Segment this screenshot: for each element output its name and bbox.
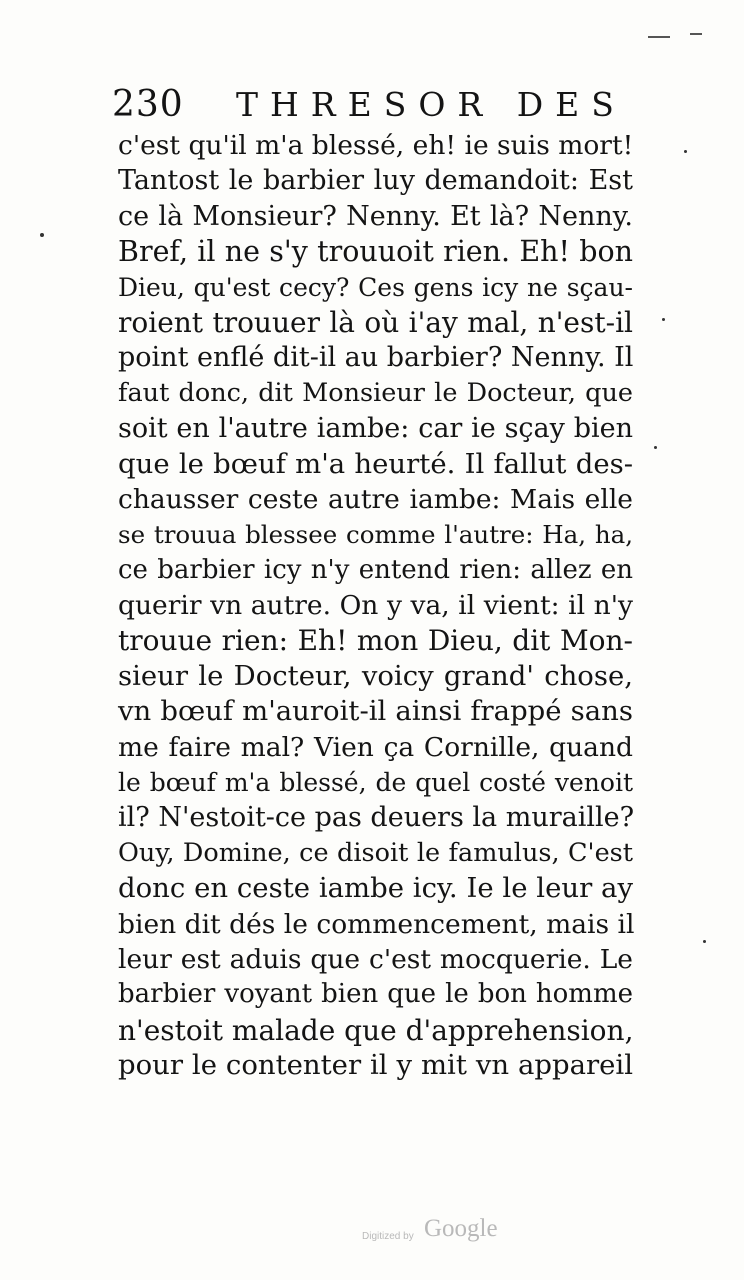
- text-line: Tantost le barbier luy demandoit: Est: [118, 165, 633, 197]
- page-number: 230: [112, 84, 184, 125]
- text-line: chausser ceste autre iambe: Mais elle: [118, 483, 633, 515]
- text-line: c'est qu'il m'a blessé, eh! ie suis mort!: [118, 130, 634, 161]
- text-line: leur est aduis que c'est mocquerie. Le: [118, 943, 633, 975]
- text-line: que le bœuf m'a heurté. Il fallut des-: [118, 447, 633, 480]
- text-line: Dieu, qu'est cecy? Ces gens icy ne sçau-: [118, 272, 633, 302]
- scan-speck: [662, 318, 665, 321]
- text-line: n'estoit malade que d'apprehension,: [118, 1013, 634, 1047]
- text-line: se trouua blessee comme l'autre: Ha, ha,: [118, 520, 633, 550]
- text-line: bien dit dés le commencement, mais il: [118, 908, 635, 940]
- text-line: trouue rien: Eh! mon Dieu, dit Mon-: [118, 624, 633, 658]
- text-line: faut donc, dit Monsieur le Docteur, que: [118, 377, 633, 408]
- google-logo: Google: [424, 1215, 498, 1242]
- page-header: [112, 82, 632, 128]
- scan-speck: [654, 446, 657, 449]
- text-line: le bœuf m'a blessé, de quel costé venoit: [118, 768, 633, 798]
- scan-speck: [703, 940, 706, 943]
- text-line: ce barbier icy n'y entend rien: allez en: [118, 554, 633, 585]
- text-line: vn bœuf m'auroit-il ainsi frappé sans: [118, 695, 633, 728]
- text-line: pour le contenter il y mit vn appareil: [118, 1049, 633, 1082]
- text-line: donc en ceste iambe icy. Ie le leur ay: [118, 872, 633, 905]
- text-line: ce là Monsieur? Nenny. Et là? Nenny.: [118, 200, 633, 232]
- text-line: roient trouuer là où i'ay mal, n'est-il: [118, 305, 633, 339]
- text-line: soit en l'autre iambe: car ie sçay bien: [118, 413, 633, 445]
- body-text: [118, 128, 633, 1084]
- running-title: THRESOR DES: [236, 85, 626, 124]
- text-line: Ouy, Domine, ce disoit le famulus, C'est: [118, 837, 633, 868]
- text-line: il? N'estoit-ce pas deuers la muraille?: [118, 802, 635, 834]
- text-line: sieur le Docteur, voicy grand' chose,: [118, 659, 633, 692]
- text-line: barbier voyant bien que le bon homme: [118, 979, 633, 1010]
- text-line: querir vn autre. On y va, il vient: il n'y: [118, 590, 633, 622]
- scan-speck: [40, 233, 44, 237]
- watermark-prefix: Digitized by: [362, 1231, 414, 1242]
- scan-mark: [690, 33, 702, 35]
- scan-mark: [648, 36, 670, 38]
- text-line: Bref, il ne s'y trouuoit rien. Eh! bon: [118, 235, 633, 269]
- text-line: me faire mal? Vien ça Cornille, quand: [118, 731, 633, 763]
- scan-speck: [684, 150, 687, 153]
- text-line: point enflé dit-il au barbier? Nenny. Il: [118, 342, 634, 374]
